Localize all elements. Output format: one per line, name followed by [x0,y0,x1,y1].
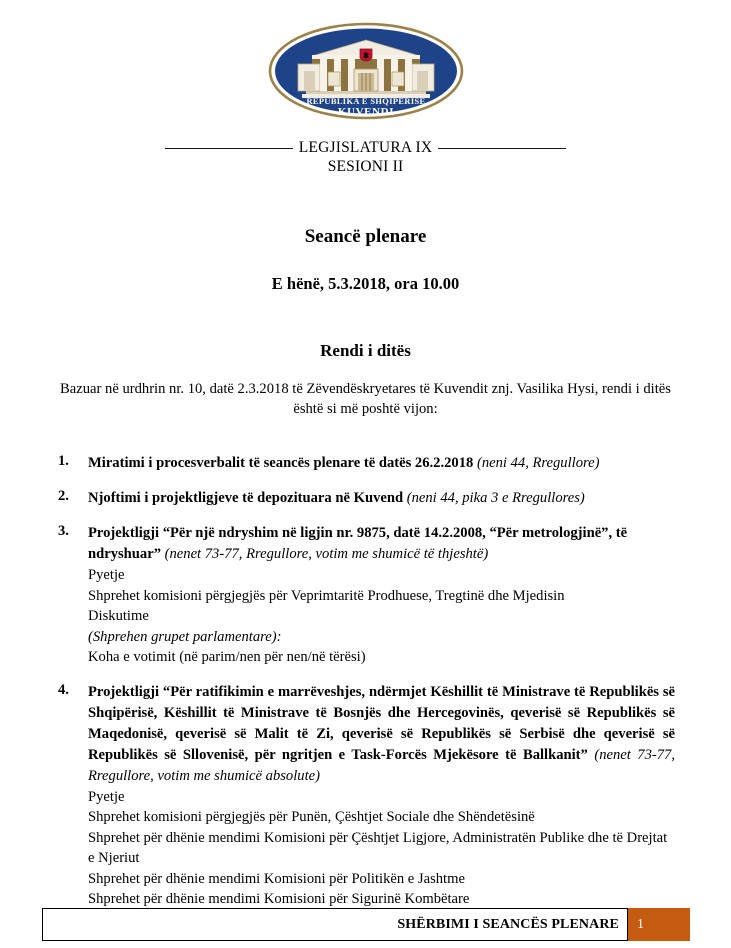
agenda-item [58,453,675,474]
page-footer [42,908,690,941]
agenda-subline: (Shprehen grupet parlamentare): [88,628,282,645]
agenda-item-note: (neni 44, Rregullore) [473,455,600,471]
agenda-item-title: Miratimi i procesverbalit të seancës plenare të datës 26.2.2018 [88,455,474,471]
svg-text:REPUBLIKA E SHQIPERISE: REPUBLIKA E SHQIPERISE [305,97,426,106]
agenda-item-number: 3. [58,523,69,539]
agenda-item-note: (neni 44, pika 3 e Rregullores) [403,490,585,506]
legislature-label: LEGJISLATURA IX [298,139,433,156]
rule-left [165,148,293,149]
agenda-item-number: 1. [58,453,69,469]
agenda-subline: Shprehet komisioni përgjegjës për Punën, Çështjet Sociale dhe Shëndetësinë [88,809,535,825]
agenda-item-heading [88,682,675,787]
agenda-subline: Shprehet për dhënie mendimi Komisioni për Sigurinë Kombëtare [88,891,470,907]
svg-text:KUVENDI: KUVENDI [337,106,394,118]
footer-service-label: SHËRBIMI I SEANCËS PLENARE [397,916,619,932]
agenda-subline: Shprehet për dhënie mendimi Komisioni për Çështjet Ligjore, Administratën Publike dhe të Drejtat e Njeriut [88,829,668,866]
agenda-subline: Shprehet për dhënie mendimi Komisioni për Politikën e Jashtme [88,870,465,887]
page-title: Seancë plenare [304,226,427,247]
legislature-line [0,138,731,157]
header-logo-container [0,22,731,120]
agenda-item-title: Projektligji “Për ratifikimin e marrëveshjes, ndërmjet Këshillit të Ministrave të Republikës së Shqipërisë, Këshillit të Ministrave të Bosnjës dhe Hercegovinës, qeverisë së Republikës së Maqedonisë, qeverisë së Malit të Zi, qeverisë së Republikës së Serbisë dhe qeverisë së Republikës së Sllovenisë, për ngritjen e Task-Forcës Mjekësore të Ballkanit” [88,683,675,763]
agenda-item [58,523,675,668]
agenda-item-note: (nenet 73-77, Rregullore, votim me shumicë absolute) [88,746,675,784]
footer-text-box [42,908,628,941]
agenda-item-title: Njoftimi i projektligjeve të depozituara në Kuvend [88,490,404,506]
footer-page-number-badge [628,908,690,941]
agenda-list [58,453,675,924]
agenda-item [58,488,675,509]
agenda-subline: Pyetje [88,567,125,583]
agenda-subline: Koha e votimit (në parim/nen për nen/në tërësi) [88,649,366,665]
page-number: 1 [637,916,644,932]
session-datetime: E hënë, 5.3.2018, ora 10.00 [271,274,460,293]
rule-right [438,148,566,149]
agenda-item-title: Projektligji “Për një ndryshim në ligjin nr. 9875, datë 14.2.2008, “Për metrologjinë”, të ndryshuar” [88,525,628,562]
agenda-item-note: (nenet 73-77, Rregullore, votim me shumicë të thjeshtë) [161,546,489,562]
agenda-item [58,682,675,910]
agenda-item-heading [88,523,675,565]
session-label: SESIONI II [327,158,404,175]
agenda-subline: Shprehet komisioni përgjegjës për Veprimtaritë Prodhuese, Tregtinë dhe Mjedisin [88,587,565,604]
agenda-item-number: 4. [58,681,69,698]
agenda-subline: Pyetje [88,788,125,805]
albanian-parliament-emblem-icon [268,22,464,120]
agenda-item-heading [88,488,675,509]
agenda-preamble: Bazuar në urdhrin nr. 10, datë 2.3.2018 të Zëvendëskryetares të Kuvendit znj. Vasilika Hysi, rendi i ditës është si më poshtë vijon: [60,381,671,417]
agenda-heading: Rendi i ditës [320,341,411,360]
agenda-item-number: 2. [58,488,69,504]
agenda-subline: Diskutime [88,608,149,624]
agenda-item-heading [88,453,675,474]
